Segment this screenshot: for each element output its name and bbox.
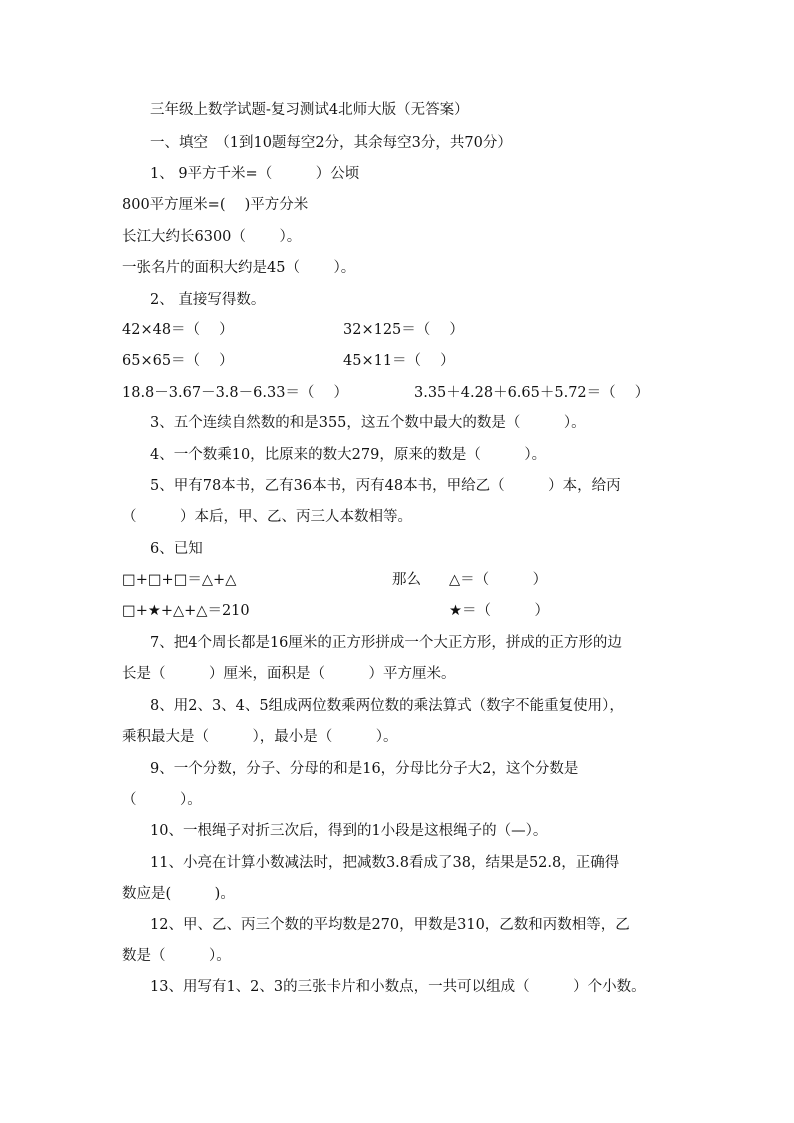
question-12-line-a: 12、甲、乙、丙三个数的平均数是270，甲数是310，乙数和丙数相等，乙	[150, 917, 630, 933]
question-6-answer-2: ★＝（ ）	[449, 603, 549, 619]
section-heading: 一、填空 （1到10题每空2分，其余每空3分，共70分）	[150, 135, 512, 151]
question-9-line-b: （ ）。	[122, 792, 202, 808]
question-12-line-b: 数是（ ）。	[122, 948, 231, 964]
question-2-item: 45×11＝（ ）	[343, 353, 455, 369]
question-9-line-a: 9、一个分数，分子、分母的和是16，分母比分子大2，这个分数是	[150, 761, 579, 777]
page-title: 三年级上数学试题-复习测试4北师大版（无答案）	[150, 102, 469, 118]
question-10: 10、一根绳子对折三次后，得到的1小段是这根绳子的（—）。	[150, 823, 548, 839]
question-2-title: 2、 直接写得数。	[150, 292, 266, 308]
question-2-item: 18.8－3.67－3.8－6.33＝（ ）	[122, 385, 349, 401]
question-7-line-b: 长是（ ）厘米，面积是（ ）平方厘米。	[122, 666, 456, 682]
question-6-title: 6、已知	[150, 541, 203, 557]
question-8-line-a: 8、用2、3、4、5组成两位数乘两位数的乘法算式（数字不能重复使用），	[150, 698, 624, 714]
question-2-item: 65×65＝（ ）	[122, 353, 234, 369]
question-2-item: 42×48＝（ ）	[122, 322, 234, 338]
question-2-item: 3.35＋4.28＋6.65＋5.72＝（ ）	[414, 385, 650, 401]
question-1-line-a: 1、 9平方千米=（ ）公顷	[150, 166, 360, 182]
question-1-line-d: 一张名片的面积大约是45（ ）。	[122, 260, 356, 276]
question-13: 13、用写有1、2、3的三张卡片和小数点，一共可以组成（ ）个小数。	[150, 979, 646, 995]
question-8-line-b: 乘积最大是（ ），最小是（ ）。	[122, 729, 398, 745]
question-11-line-a: 11、小亮在计算小数减法时，把减数3.8看成了38，结果是52.8，正确得	[150, 855, 620, 871]
question-6-equation-2: □+★+△+△＝210	[122, 603, 250, 619]
question-2-item: 32×125＝（ ）	[343, 322, 464, 338]
question-4: 4、一个数乘10，比原来的数大279，原来的数是（ ）。	[150, 447, 547, 463]
question-1-line-c: 长江大约长6300（ ）。	[122, 229, 302, 245]
question-6-then-label: 那么	[392, 572, 421, 588]
question-5-line-b: （ ）本后，甲、乙、丙三人本数相等。	[122, 509, 412, 525]
question-6-answer-1: △＝（ ）	[449, 572, 548, 588]
question-11-line-b: 数应是( )。	[122, 886, 235, 902]
question-7-line-a: 7、把4个周长都是16厘米的正方形拼成一个大正方形，拼成的正方形的边	[150, 635, 622, 651]
question-1-line-b: 800平方厘米=( )平方分米	[122, 197, 309, 213]
question-6-equation-1: □+□+□＝△+△	[122, 572, 237, 588]
question-5-line-a: 5、甲有78本书，乙有36本书，丙有48本书，甲给乙（ ）本，给丙	[150, 478, 621, 494]
question-3: 3、五个连续自然数的和是355，这五个数中最大的数是（ ）。	[150, 415, 586, 431]
